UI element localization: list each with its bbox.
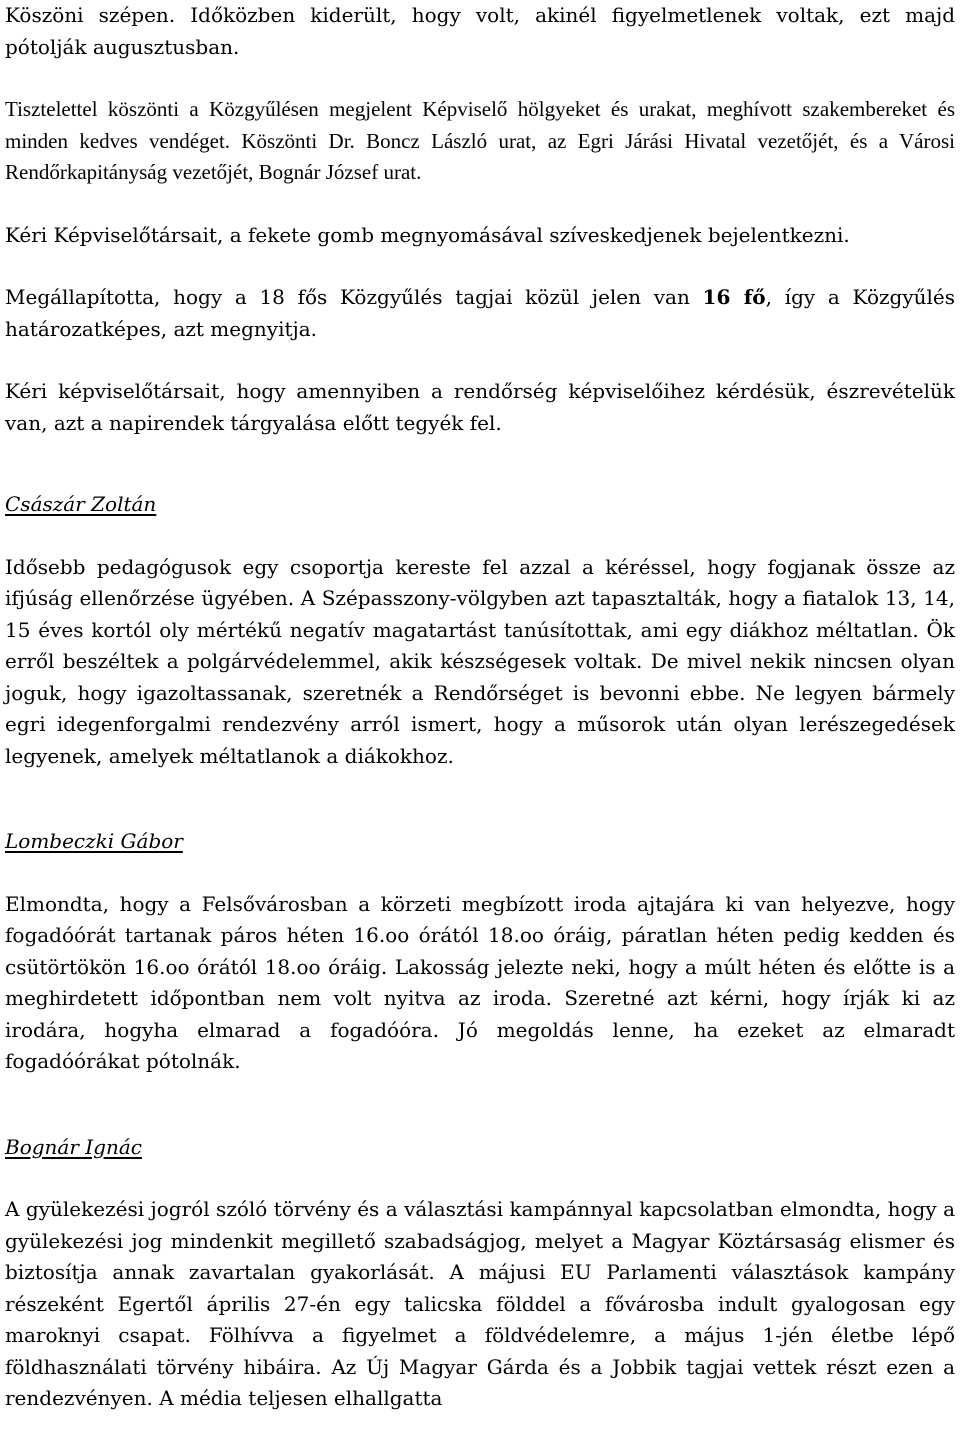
spacer xyxy=(5,521,955,552)
intro-paragraph-2: Tisztelettel köszönti a Közgyűlésen megjelent Képviselő hölgyeket és urakat, meghívott szakembereket és minden kedves vendéget. Köszönti Dr. Boncz László urat, az Egri Járási Hivatal vezetőjét, és a Városi Rendőrkapitányság vezetőjét, Bognár József urat. xyxy=(5,97,955,184)
quorum-text-after: , így a Közgyűlés határozatképes, azt megnyitja. xyxy=(5,285,956,341)
speaker-name-lombeczki: Lombeczki Gábor xyxy=(5,829,183,853)
intro-paragraph-3: Kéri Képviselőtársait, a fekete gomb megnyomásával szíveskedjenek bejelentkezni. xyxy=(5,222,850,247)
spacer xyxy=(5,63,955,94)
speech-paragraph-bognar: A gyülekezési jogról szóló törvény és a választási kampánnyal kapcsolatban elmondta, hogy a gyülekezési jog mindenkit megillető szabadságjog, melyet a Magyar Köztársaság elismer és biztosítja annak zavartalan gyakorlását. A májusi EU Parlamenti választások kampány részeként Egertől április 27-én egy talicska földdel a fővárosba indult gyalogosan egy maroknyi csapat. Fölhívva a figyelmet a földvédelemre, a május 1-jén életbe lépő földhasználati törvény hibáira. Az Új Magyar Gárda és a Jobbik tagjai vettek részt ezen a rendezvényen. A média teljesen elhallgatta xyxy=(5,1197,955,1410)
document-page xyxy=(5,0,955,1415)
spacer xyxy=(5,251,955,282)
spacer xyxy=(5,772,955,826)
spacer xyxy=(5,189,955,220)
spacer xyxy=(5,858,955,889)
spacer xyxy=(5,439,955,489)
speech-paragraph-csaszar: Idősebb pedagógusok egy csoportja kereste fel azzal a kéréssel, hogy fogjanak össze az ifjúság ellenőrzése ügyében. A Szépasszony-völgyben azt tapasztalták, hogy a fiatalok 13, 14, 15 éves kortól oly mértékű negatív magatartást tanúsítottak, ami egy diákhoz méltatlan. Ök erről beszéltek a polgárvédelemmel, akik készségesek voltak. De mivel nekik nincsen olyan joguk, hogy igazoltassanak, szeretnék a Rendőrséget is bevonni ebbe. Ne legyen bármely egri idegenforgalmi rendezvény arról ismert, hogy a műsorok után olyan lerészegedések legyenek, amelyek méltatlanok a diákokhoz. xyxy=(5,554,955,768)
spacer xyxy=(5,1163,955,1194)
quorum-count: 16 fő xyxy=(702,285,766,309)
speaker-name-csaszar: Császár Zoltán xyxy=(5,492,157,516)
intro-paragraph-4 xyxy=(5,282,955,345)
speech-paragraph-lombeczki: Elmondta, hogy a Felsővárosban a körzeti megbízott iroda ajtajára ki van helyezve, hogy fogadóórát tartanak páros héten 16.oo órától 18.oo óráig, páratlan héten pedig kedden és csütörtökön 16.oo órától 18.oo óráig. Lakosság jelezte neki, hogy a múlt héten és előtte is a meghirdetett időpontban nem volt nyitva az iroda. Szeretné azt kérni, hogy írják ki az irodára, hogyha elmarad a fogadóóra. Jó megoldás lenne, ha ezeket az elmaradt fogadóórákat pótolnák. xyxy=(5,891,955,1073)
quorum-text-before: Megállapította, hogy a 18 fős Közgyűlés tagjai közül jelen van xyxy=(5,285,703,309)
intro-paragraph-1: Köszöni szépen. Időközben kiderült, hogy volt, akinél figyelmetlenek voltak, ezt majd pótolják augusztusban. xyxy=(5,3,955,59)
spacer xyxy=(5,1078,955,1132)
intro-paragraph-5: Kéri képviselőtársait, hogy amennyiben a rendőrség képviselőihez kérdésük, észrevételük van, azt a napirendek tárgyalása előtt tegyék fel. xyxy=(5,379,955,435)
spacer xyxy=(5,345,955,376)
speaker-name-bognar: Bognár Ignác xyxy=(5,1134,142,1159)
